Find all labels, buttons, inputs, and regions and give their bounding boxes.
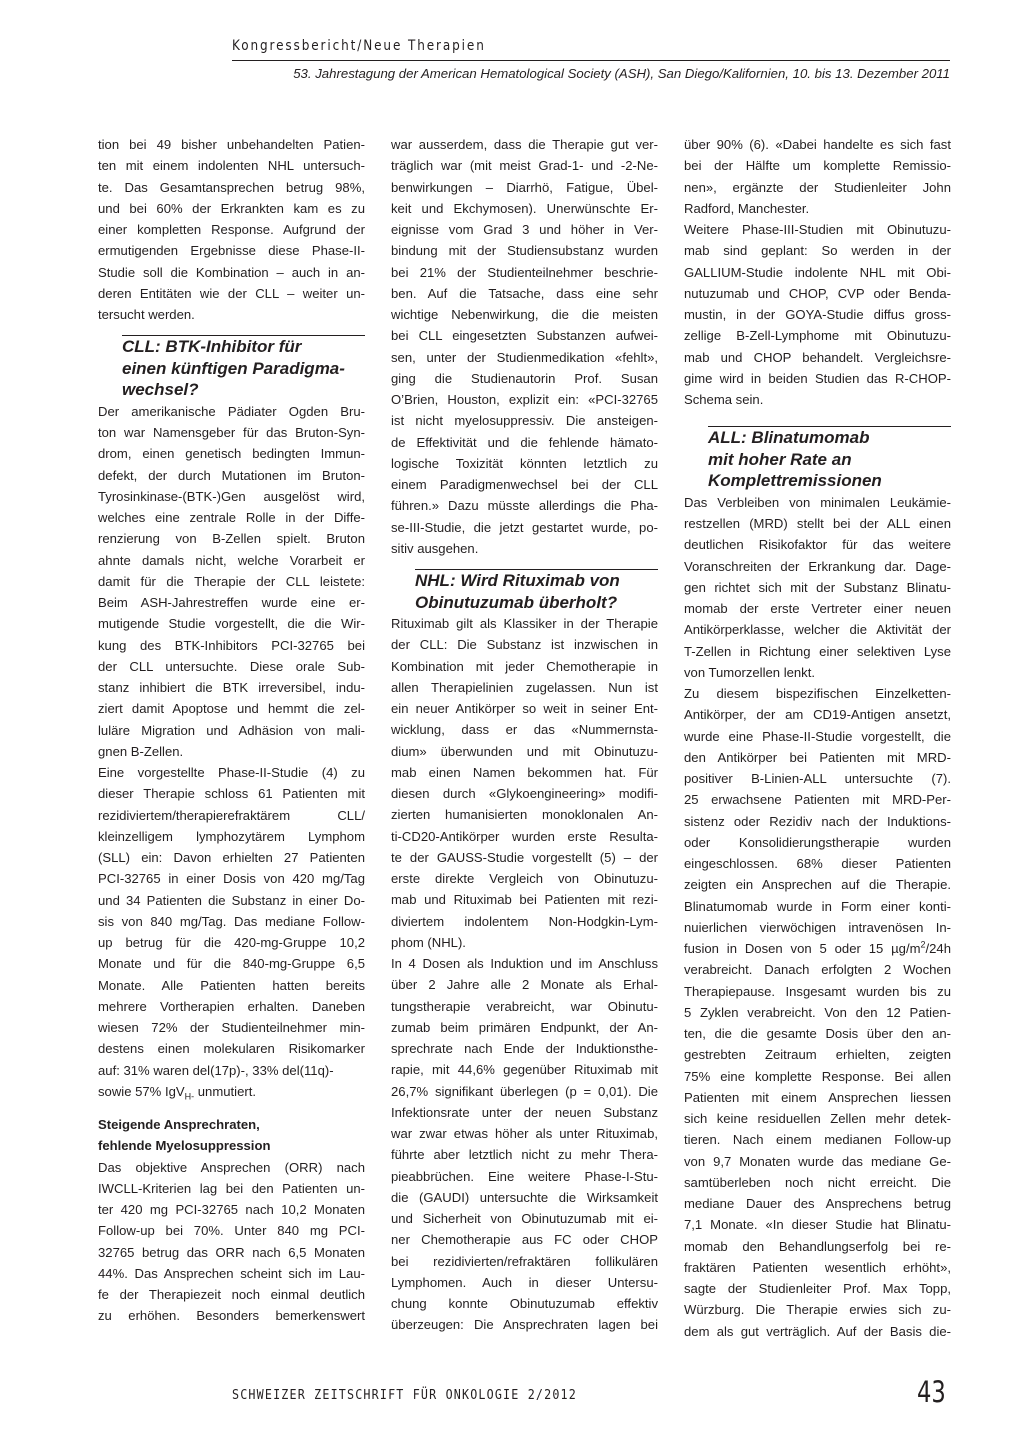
text-line: ben. Auf die Tatsache, dass eine sehr <box>391 285 658 301</box>
heading-line: mit hoher Rate an <box>708 449 852 469</box>
text-line: Kombination mit jeder Chemotherapie in <box>391 658 658 674</box>
text-line: ter 420 mg PCI-32765 nach 10,2 Monaten <box>98 1202 365 1217</box>
text-line: O’Brien, Houston, explizit ein: «PCI-32765 <box>391 392 658 407</box>
text-line: zumab beim primären Endpunkt, der An- <box>391 1019 658 1035</box>
text-line: Eine vorgestellte Phase-II-Studie (4) zu <box>98 765 365 780</box>
text-line: war ausserdem, dass die Therapie gut ver- <box>391 137 658 152</box>
text-line: bei rezidivierten/refraktären follikulären <box>391 1253 658 1269</box>
text-line: auf: 31% waren del(17p)-, 33% del(11q)- <box>98 1062 334 1078</box>
text-line: der CLL: Die Substanz ist inzwischen in <box>391 637 658 653</box>
text-line: tungstherapie verabreicht, war Obinutu- <box>391 998 658 1014</box>
text-line: ten, die die gesamte Dosis über den an- <box>684 1026 951 1041</box>
text-line: diviertem indolentem Non-Hodgkin-Lym- <box>391 913 658 929</box>
text-line: ging die Studienautorin Prof. Susan <box>391 370 658 386</box>
text-line: mab sind geplant: So werden in der <box>684 243 951 259</box>
text-line: Infektionsrate unter der neuen Substanz <box>391 1104 658 1120</box>
paragraph <box>98 1157 365 1327</box>
text-line: eignisse vom Grad 3 und höher in Ver- <box>391 222 658 237</box>
text-line: 75% eine komplette Response. Bei allen <box>684 1068 951 1084</box>
text-line: wichtige Nebenwirkung, die die meisten <box>391 307 658 322</box>
text-line: benwirkungen – Diarrhö, Fatigue, Übel- <box>391 179 658 195</box>
text-line: Monate. Alle Patienten hatten bereits <box>98 977 365 993</box>
text-line: defekt, der durch Mutationen im Bruton- <box>98 467 365 483</box>
text-line: sitiv ausgehen. <box>391 540 479 556</box>
paragraph <box>684 219 951 410</box>
subheading-line: Steigende Ansprechraten, <box>98 1117 260 1132</box>
text-line: Tyrosinkinase-(BTK-)Gen ausgelöst wird, <box>98 488 365 504</box>
text-line: ein neuer Antikörper so weit in seiner Ent- <box>391 701 658 716</box>
text-line: über 90% (6). «Dabei handelte es sich fast <box>684 137 951 152</box>
text-line: Das Verbleiben von minimalen Leukämie- <box>684 494 951 510</box>
paragraph <box>684 492 951 683</box>
text-line: zellige B-Zell-Lymphome mit Obinutuzu- <box>684 328 951 344</box>
text-line: mab und Rituximab bei Patienten mit rezi- <box>391 892 658 908</box>
page-number: 43 <box>917 1375 946 1409</box>
text-line: T-Zellen in Richtung einer selektiven Lyse <box>684 643 951 659</box>
text-line: ner Chemotherapie aus FC oder CHOP <box>391 1232 658 1248</box>
text-line: IWCLL-Kriterien lag bei den Patienten un- <box>98 1180 365 1196</box>
text-column-1 <box>98 134 365 1327</box>
text-line: von Tumorzellen lenkt. <box>684 664 816 680</box>
text-line: fe der Therapiezeit noch einmal deutlich <box>98 1287 365 1302</box>
text-line: 7,1 Monate. «In dieser Studie hat Blinatu- <box>684 1217 951 1233</box>
text-line: 25 erwachsene Patienten mit MRD-Per- <box>684 792 951 808</box>
text-line: (SLL) ein: Davon erhielten 27 Patienten <box>98 850 365 865</box>
text-line: und 34 Patienten die Substanz in einer Do- <box>98 892 365 908</box>
text-line: Radford, Manchester. <box>684 200 810 216</box>
text-line: Würzburg. Die Therapie erwies sich zu- <box>684 1302 951 1318</box>
text-line: In 4 Dosen als Induktion und im Anschluss <box>391 956 658 971</box>
text-line: 5 Zyklen verabreicht. Von den 12 Patien- <box>684 1004 951 1020</box>
text-line: wurde eine Phase-II-Studie vorgestellt, die <box>684 728 951 744</box>
text-line: destens einen molekularen Risikomarker <box>98 1041 365 1057</box>
text-line: phom (NHL). <box>391 934 466 950</box>
text-line: mustin, in der GOYA-Studie diffus gross- <box>684 307 951 322</box>
text-line: rezidiviertem/therapierefraktärem CLL/ <box>98 807 365 823</box>
text-line: momab den Behandlungserfolg bei re- <box>684 1238 951 1254</box>
text-line: PCI-32765 in einer Dosis von 420 mg/Tag <box>98 871 365 887</box>
text-line: nen», ergänzte der Studienleiter John <box>684 179 951 195</box>
text-line: ten mit einem indolenten NHL untersuch- <box>98 158 365 174</box>
text-line: gnen B-Zellen. <box>98 743 184 759</box>
text-line: te der GAUSS-Studie vorgestellt (5) – der <box>391 849 658 865</box>
text-line: Zu diesem bispezifischen Einzelketten- <box>684 686 951 701</box>
text-line: von 9,7 Monaten wurde das mediane Ge- <box>684 1153 951 1169</box>
text-line: dem als gut verträglich. Auf der Basis die- <box>684 1323 951 1339</box>
section-heading-cll <box>98 336 365 401</box>
text-line: zierten humanisierten monoklonalen An- <box>391 807 658 823</box>
text-line: deutlichen Risikofaktor für das weitere <box>684 537 951 553</box>
paragraph <box>391 953 658 1336</box>
text-line: die (GAUDI) untersuchte die Wirksamkeit <box>391 1189 658 1205</box>
text-line: samtüberleben noch nicht erreicht. Die <box>684 1174 951 1190</box>
text-line: mediane Dauer des Ansprechens betrug <box>684 1196 951 1211</box>
text-column-3 <box>684 134 951 1342</box>
text-line: stanz inhibiert die BTK irreversibel, indu- <box>98 680 365 695</box>
text-line: allen Therapielinien zugelassen. Nun ist <box>391 679 658 695</box>
text-line: chung konnte Obinutuzumab effektiv <box>391 1296 658 1311</box>
text-line: bei CLL eingesetzten Substanzen aufwei- <box>391 328 658 344</box>
text-line: mehrere Vortherapien erhalten. Daneben <box>98 998 365 1014</box>
text-line: dieser Therapie schloss 61 Patienten mit <box>98 786 365 802</box>
text-line: ziert damit Apoptose und hemmt die zel- <box>98 701 365 717</box>
text-line: mab und CHOP behandelt. Vergleichsre- <box>684 349 951 365</box>
section-heading-nhl <box>391 570 658 613</box>
text-line: Voranschreiten der Erkrankung dar. Dage- <box>684 558 951 574</box>
text-line: gestrebten Zeitraum erhielten, zeigten <box>684 1047 951 1063</box>
text-line: ti-CD20-Antikörper wurden erste Resulta- <box>391 828 658 844</box>
text-line: überzeugen: Die Ansprechraten lagen bei <box>391 1317 658 1333</box>
text-line: tieren. Nach einem medianen Follow-up <box>684 1132 951 1148</box>
text-line: mab einen Namen bekommen hat. Für <box>391 764 658 780</box>
text-line: verabreicht. Danach erfolgten 2 Wochen <box>684 962 951 978</box>
text-line: GALLIUM-Studie indolente NHL mit Obi- <box>684 264 951 280</box>
text-line: nutuzumab und CHOP, CVP oder Benda- <box>684 285 951 301</box>
paragraph <box>684 683 951 938</box>
text-line: damit für die Therapie der CLL leistete: <box>98 573 365 589</box>
text-line: einer kompletten Response. Aufgrund der <box>98 222 365 237</box>
text-line: keit und Ekchymosen). Unerwünschte Er- <box>391 200 658 216</box>
text-line: diesen durch «Glykoengineering» modifi- <box>391 786 658 801</box>
subheading-line: fehlende Myelosuppression <box>98 1138 271 1154</box>
running-header-subtitle: 53. Jahrestagung der American Hematological Society (ASH), San Diego/Kalifornien, 10. bis 13. Dezember 2011 <box>293 66 950 81</box>
text-line: sen, unter der Studienmedikation «fehlt», <box>391 349 658 365</box>
text-line: gen richtet sich mit der Substanz Blinatu- <box>684 579 951 595</box>
text-line: Das objektive Ansprechen (ORR) nach <box>98 1159 365 1175</box>
footer-journal-name: SCHWEIZER ZEITSCHRIFT FÜR ONKOLOGIE 2/2012 <box>232 1388 577 1403</box>
header-rule <box>232 60 950 61</box>
text-line: war zwar etwas höher als unter Rituximab, <box>391 1126 658 1141</box>
heading-line: einen künftigen Paradigma- <box>122 358 345 378</box>
text-line: Antikörperklasse, welcher die Aktivität der <box>684 622 951 638</box>
text-line: wiesen 72% der Studienteilnehmer min- <box>98 1020 365 1035</box>
text-line: dium» überwunden und mit Obinutuzu- <box>391 743 658 759</box>
text-line: sis von 840 mg/Tag. Das mediane Follow- <box>98 913 365 929</box>
paragraph <box>98 401 365 762</box>
text-line: te. Das Gesamtansprechen betrug 98%, <box>98 179 365 195</box>
text-line: eingeschlossen. 68% dieser Patienten <box>684 856 951 871</box>
paragraph <box>391 613 658 953</box>
text-line: zeigten ein Ansprechen auf die Therapie. <box>684 877 951 893</box>
text-line: Beim ASH-Jahrestreffen wurde eine er- <box>98 595 365 610</box>
heading-line: CLL: BTK-Inhibitor für <box>122 337 302 357</box>
text-line: ton war Namensgeber für das Bruton-Syn- <box>98 425 365 440</box>
paragraph <box>684 959 951 1342</box>
text-line: kleinzelligem lymphozytärem Lymphom <box>98 828 365 844</box>
text-line: über 2 Jahre alle 2 Monate als Erhal- <box>391 977 658 993</box>
text-line: Der amerikanische Pädiater Ogden Bru- <box>98 403 365 419</box>
text-line: fraktären Patienten wesentlich erhöht», <box>684 1259 951 1275</box>
text-line: einem Paradigmenwechsel bei der CLL <box>391 477 658 492</box>
text-line: erste direkte Vergleich von Obinutuzu- <box>391 871 658 886</box>
text-line: deren Entitäten wie der CLL – weiter un- <box>98 285 365 301</box>
text-line: fusion in Dosen von 5 oder 15 $\mu g/m^2/24h$ <box>684 939 951 956</box>
text-line: träglich war (mit meist Grad-1- und -2-Ne- <box>391 158 658 174</box>
text-line: sowie 57% IgV$_{H-}$ unmutiert. <box>98 1083 256 1102</box>
text-line: führte aber letztlich nicht zu mehr Thera- <box>391 1147 658 1163</box>
text-line: luläre Migration und Adhäsion von mali- <box>98 722 365 738</box>
text-line: und Sicherheit von Obinutuzumab mit ei- <box>391 1211 658 1226</box>
text-line: tion bei 49 bisher unbehandelten Patien- <box>98 137 365 152</box>
text-line: den Antikörper bei Patienten mit MRD- <box>684 749 951 765</box>
text-line: 44%. Das Ansprechen scheint sich im Lau- <box>98 1265 365 1281</box>
text-line: up betrug für die 420-mg-Gruppe 10,2 <box>98 935 365 950</box>
text-line: Studie soll die Kombination – auch in an- <box>98 264 365 280</box>
text-line: sistenz oder Rezidiv nach der Induktions- <box>684 813 951 829</box>
text-line: renzierung von B-Zellen spielt. Bruton <box>98 531 365 547</box>
text-line: bei der Hälfte um komplette Remissio- <box>684 158 951 174</box>
heading-line: wechsel? <box>122 380 199 400</box>
section-heading-all <box>684 427 951 492</box>
text-line: drom, einen genetisch bedingten Immun- <box>98 446 365 462</box>
text-line: ist nicht myelosuppressiv. Die ansteigen- <box>391 413 658 429</box>
paragraph <box>684 134 951 219</box>
text-line: rapie, mit 44,6% gegenüber Rituximab mit <box>391 1062 658 1078</box>
text-line: bindung mit der Studiensubstanz wurden <box>391 243 658 259</box>
text-line: kung des BTK-Inhibitors PCI-32765 bei <box>98 637 365 653</box>
text-line: Schema sein. <box>684 392 764 407</box>
text-line: sprechrate nach Ende der Induktionsthe- <box>391 1041 658 1056</box>
running-header-title: Kongressbericht/Neue Therapien <box>232 38 486 54</box>
text-line: wicklung, dass er das «Nummernsta- <box>391 722 658 738</box>
text-line: Antikörper, der am CD19-Antigen ansetzt, <box>684 707 951 723</box>
text-line: Rituximab gilt als Klassiker in der Therapie <box>391 616 658 631</box>
text-line: pieabbrüchen. Eine weitere Phase-I-Stu- <box>391 1168 658 1184</box>
text-line: Follow-up bei 70%. Unter 840 mg PCI- <box>98 1223 365 1239</box>
text-line: mutigende Studie vorgestellt, die die Wir- <box>98 616 365 632</box>
subheading-myelosuppression <box>98 1114 365 1157</box>
paragraph <box>98 134 365 325</box>
text-line: logische Toxizität könnten letztlich zu <box>391 455 658 471</box>
text-line: de Effektivität und die fehlende hämato- <box>391 434 658 450</box>
text-line: momab der erste Vertreter einer neuen <box>684 601 951 616</box>
heading-line: Obinutuzumab überholt? <box>415 592 618 612</box>
text-line: 26,7% signifikant überlegen (p = 0,01). Die <box>391 1083 658 1099</box>
text-line: welches eine zentrale Rolle in der Diffe- <box>98 510 365 525</box>
text-line: und bei 60% der Erkrankten kam es zu <box>98 200 365 216</box>
text-line: Therapiepause. Insgesamt wurden bis zu <box>684 983 951 999</box>
text-line: gime wird in beiden Studien das R-CHOP- <box>684 370 951 386</box>
text-line: zu erhöhen. Besonders bemerkenswert <box>98 1308 365 1324</box>
heading-line: Komplettremissionen <box>708 471 882 491</box>
text-line: führen.» Dazu müsste allerdings die Pha- <box>391 498 658 514</box>
paragraph <box>98 762 365 1081</box>
text-line: oder Konsolidierungstherapie wurden <box>684 834 951 850</box>
text-line: ermutigenden Ergebnisse diese Phase-II- <box>98 243 365 259</box>
text-line: der CLL untersuchte. Diese orale Sub- <box>98 658 365 674</box>
text-line: Patienten mit einem Ansprechen liessen <box>684 1089 951 1105</box>
heading-line: ALL: Blinatumomab <box>708 428 870 448</box>
text-line: sagte der Studienleiter Prof. Max Topp, <box>684 1281 951 1296</box>
heading-line: NHL: Wird Rituximab von <box>415 571 620 590</box>
text-line: 32765 betrug das ORR nach 6,5 Monaten <box>98 1244 365 1260</box>
text-line: tersucht werden. <box>98 307 195 322</box>
text-line: nuierlichen vierwöchigen intravenösen In- <box>684 919 951 935</box>
spacer <box>98 1102 365 1114</box>
text-line: se-III-Studie, die jetzt gestartet wurde, po- <box>391 519 658 535</box>
text-line: restzellen (MRD) stellt bei der ALL einen <box>684 516 951 531</box>
paragraph <box>391 134 658 559</box>
text-line: Blinatumomab wurde in Form einer konti- <box>684 898 951 914</box>
text-line: ahnte damals nicht, welche Vorarbeit er <box>98 552 365 568</box>
text-line: bei 21% der Studienteilnehmer beschrie- <box>391 264 658 280</box>
text-line: positiver B-Linien-ALL untersuchte (7). <box>684 771 951 786</box>
text-column-2 <box>391 134 658 1336</box>
text-line: Weitere Phase-III-Studien mit Obinutuzu- <box>684 222 951 237</box>
text-line: Monate und für die 840-mg-Gruppe 6,5 <box>98 956 365 972</box>
text-line: Lymphomen. Auch in dieser Untersu- <box>391 1274 658 1290</box>
text-line: sich keine residuellen Zellen mehr detek- <box>684 1111 951 1126</box>
